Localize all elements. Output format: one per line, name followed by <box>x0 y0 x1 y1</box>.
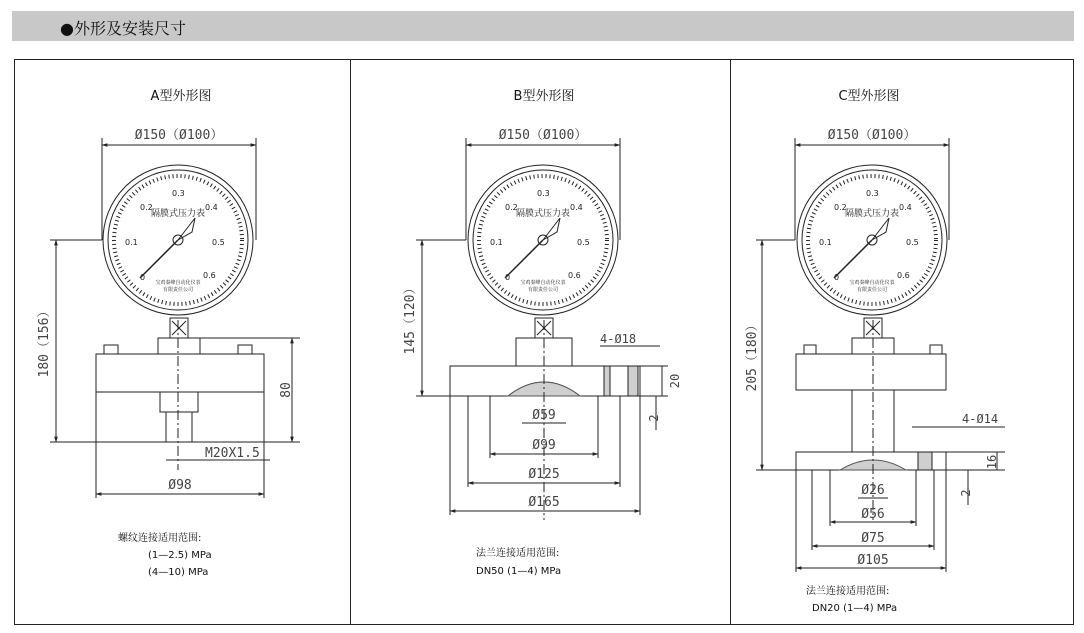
panel-c-note-1: DN20 (1—4) MPa <box>812 603 898 614</box>
panel-a-dim-height: 180（156） <box>37 304 52 378</box>
panel-c-dim-step: 2 <box>959 489 973 497</box>
panel-b-dim-step: 2 <box>647 414 661 422</box>
panel-b-dim-thick: 20 <box>668 373 682 389</box>
panel-b-scale-4: 0.4 <box>570 203 583 212</box>
panel-a-scale-6: 0.6 <box>203 271 216 280</box>
section-title: ●外形及安装尺寸 <box>60 19 186 38</box>
panel-c-dim-holes: 4-Ø14 <box>962 412 999 426</box>
panel-b-scale-6: 0.6 <box>568 271 581 280</box>
panel-c-scale-2: 0.2 <box>834 203 847 212</box>
panel-c-scale-0: 0 <box>834 273 840 282</box>
panel-a-gauge <box>103 165 253 315</box>
panel-b-note-title: 法兰连接适用范围: <box>476 548 560 559</box>
panel-a-scale-0: 0 <box>140 273 146 282</box>
panel-c-scale-3: 0.3 <box>866 189 879 198</box>
panel-a-dim-right: 80 <box>279 382 294 398</box>
panel-b-scale-0: 0 <box>505 273 511 282</box>
panel-b-face-title: 隔膜式压力表 <box>515 209 571 219</box>
panel-a-dim-bottom: Ø98 <box>168 478 192 493</box>
panel-b-dim-59: Ø59 <box>532 408 556 423</box>
panel-c-scale-6: 0.6 <box>897 271 910 280</box>
panel-c-dim-26: Ø26 <box>861 483 885 498</box>
panel-c-title: C型外形图 <box>838 89 900 104</box>
panel-a-maker-2: 有限责任公司 <box>162 287 194 293</box>
panel-b-scale-2: 0.2 <box>505 203 518 212</box>
panel-c-scale-5: 0.5 <box>906 238 919 247</box>
panel-a-face-title: 隔膜式压力表 <box>150 209 206 219</box>
panel-c-maker-1: 宝鸡秦峰自动化仪表 <box>849 280 895 286</box>
panel-c-scale-4: 0.4 <box>899 203 912 212</box>
panel-b-note-1: DN50 (1—4) MPa <box>476 566 562 577</box>
panel-b <box>403 88 682 577</box>
panel-c-dim-height: 205（180） <box>745 318 760 392</box>
panel-c-dim-105: Ø105 <box>857 553 889 568</box>
panel-b-dim-top: Ø150（Ø100） <box>498 128 588 143</box>
panel-a-note-title: 螺纹连接适用范围: <box>118 533 202 544</box>
panel-b-dim-99: Ø99 <box>532 438 556 453</box>
panel-a-note-1: (1—2.5) MPa <box>148 550 212 561</box>
panel-c-maker-2: 有限责任公司 <box>856 287 888 293</box>
panel-b-scale-1: 0.1 <box>490 238 503 247</box>
panel-c-dim-top: Ø150（Ø100） <box>827 128 917 143</box>
panel-b-scale-3: 0.3 <box>537 189 550 198</box>
panel-c-face-title: 隔膜式压力表 <box>844 209 900 219</box>
panel-a-title: A型外形图 <box>150 89 212 104</box>
panel-b-scale-5: 0.5 <box>577 238 590 247</box>
panel-a-scale-2: 0.2 <box>140 203 153 212</box>
panel-b-maker-2: 有限责任公司 <box>527 287 559 293</box>
panel-c-dim-thick: 16 <box>985 454 999 470</box>
panel-a-scale-4: 0.4 <box>205 203 218 212</box>
panel-b-dim-height: 145（120） <box>403 281 418 355</box>
panel-b-dim-holes: 4-Ø18 <box>600 332 637 346</box>
panel-a <box>37 88 300 578</box>
panel-a-scale-1: 0.1 <box>125 238 138 247</box>
panel-c-note-title: 法兰连接适用范围: <box>806 586 890 597</box>
panel-a-dim-top: Ø150（Ø100） <box>134 128 224 143</box>
panel-a-dim-thread: M20X1.5 <box>205 446 260 461</box>
panel-c <box>745 88 1005 614</box>
panel-c-scale-1: 0.1 <box>819 238 832 247</box>
panel-b-maker-1: 宝鸡秦峰自动化仪表 <box>520 280 566 286</box>
panel-c-gauge <box>797 165 947 315</box>
panel-c-dim-75: Ø75 <box>861 531 885 546</box>
panel-b-dim-165: Ø165 <box>528 495 560 510</box>
panel-a-note-2: (4—10) MPa <box>148 567 209 578</box>
panel-b-gauge <box>468 165 618 315</box>
panel-a-scale-5: 0.5 <box>212 238 225 247</box>
panel-b-dim-125: Ø125 <box>528 467 560 482</box>
panel-b-title: B型外形图 <box>513 89 575 104</box>
panel-a-maker-1: 宝鸡秦峰自动化仪表 <box>155 280 201 286</box>
panel-c-dim-56: Ø56 <box>861 507 885 522</box>
panel-a-scale-3: 0.3 <box>172 189 185 198</box>
